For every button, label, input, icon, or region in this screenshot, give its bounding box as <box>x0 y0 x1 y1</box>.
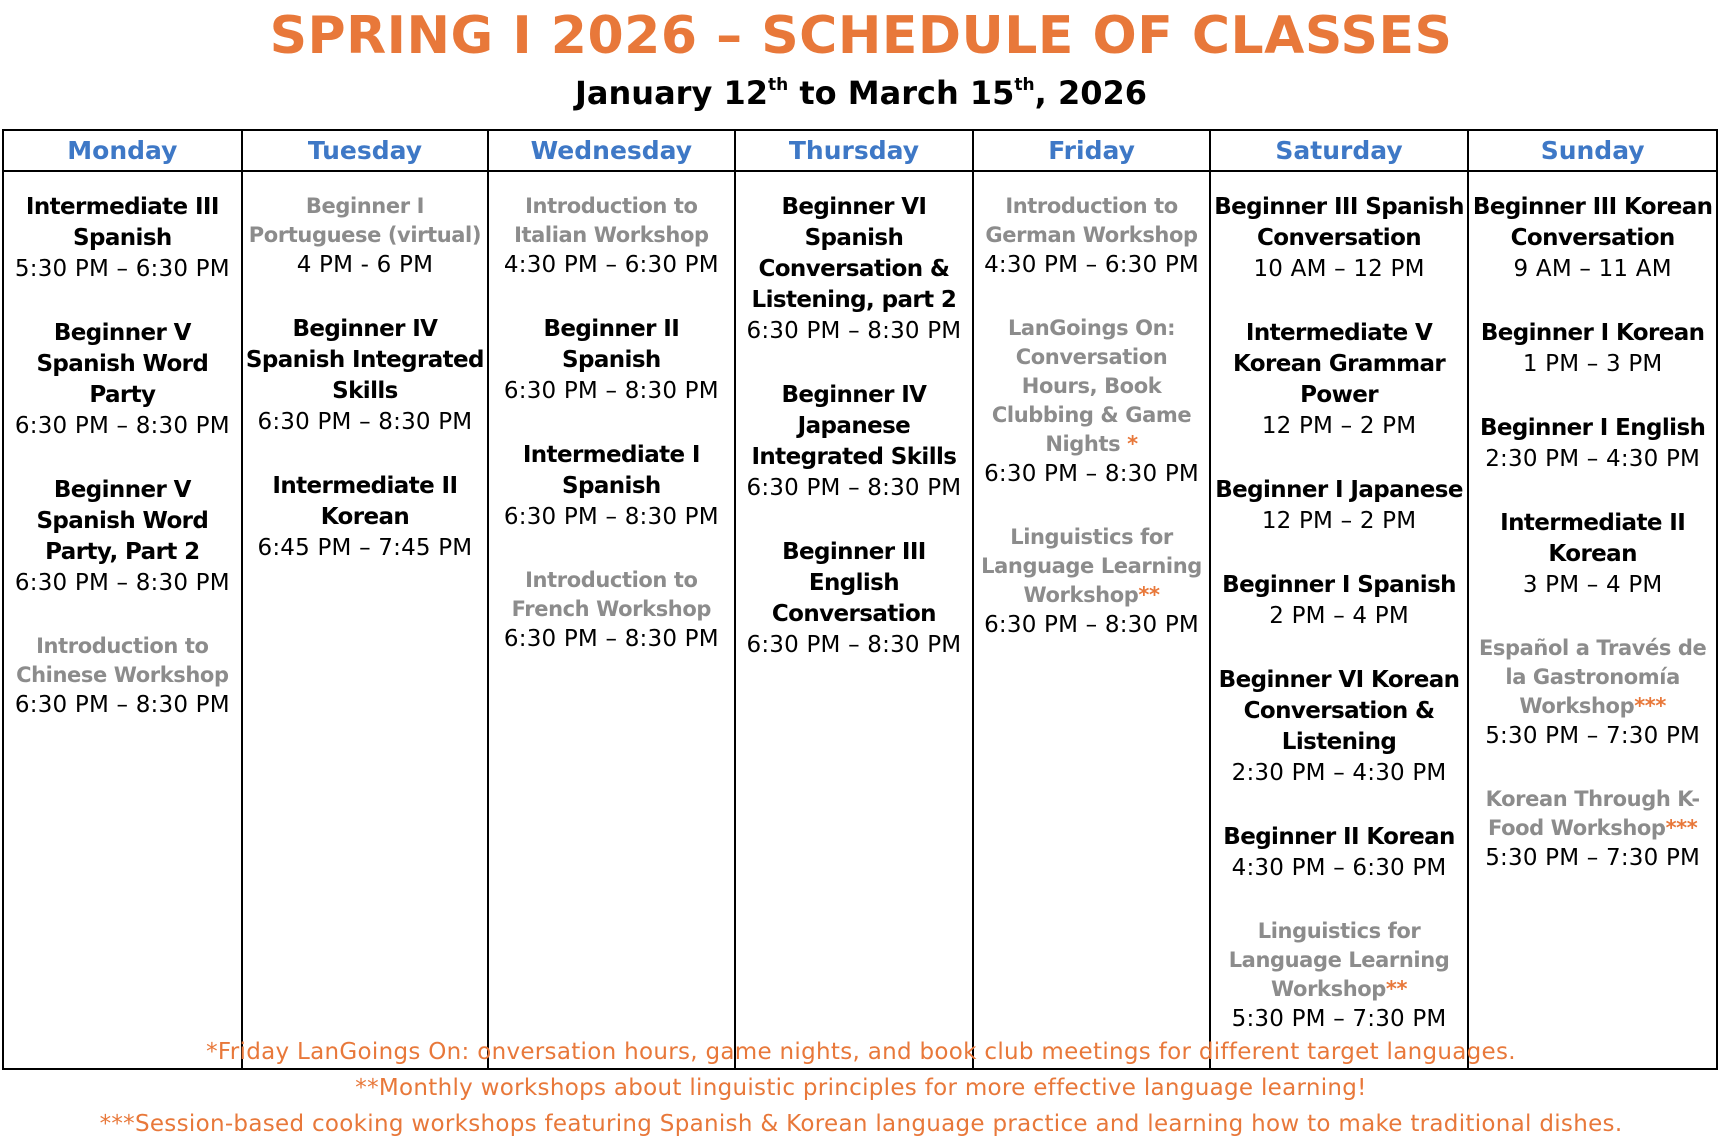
class-name-text: Español a Través de la Gastronomía Workshop <box>1478 636 1707 718</box>
date-end-suffix: th <box>1014 75 1035 95</box>
class-time: 1 PM – 3 PM <box>1522 351 1663 377</box>
class-time: 2:30 PM – 4:30 PM <box>1231 760 1447 786</box>
class-name <box>245 192 485 250</box>
class-name-text: Beginner II Spanish <box>543 316 680 373</box>
class-name-text: Intermediate III Spanish <box>25 194 219 251</box>
class-name <box>1213 570 1466 601</box>
class-entry <box>245 314 485 438</box>
class-name-text: Beginner VI Korean Conversation & Listening <box>1218 667 1460 755</box>
class-time: 6:30 PM – 8:30 PM <box>503 378 719 404</box>
class-time: 5:30 PM – 6:30 PM <box>14 256 230 282</box>
class-name <box>976 314 1207 459</box>
class-entry <box>1213 822 1466 884</box>
class-time: 4:30 PM – 6:30 PM <box>984 252 1199 278</box>
class-name-text: Korean Through K-Food Workshop <box>1485 787 1700 840</box>
class-entry <box>1471 634 1714 752</box>
class-entry <box>738 537 971 661</box>
class-entry <box>1213 570 1466 632</box>
class-time: 12 PM – 2 PM <box>1261 413 1417 439</box>
class-entry <box>976 314 1207 490</box>
class-name <box>738 380 971 473</box>
class-name-text: Beginner V Spanish Word Party, Part 2 <box>36 477 209 565</box>
class-time: 2 PM – 4 PM <box>1269 603 1409 629</box>
class-entry <box>491 314 731 407</box>
class-name-text: Beginner III English Conversation <box>771 539 936 627</box>
class-entry <box>1471 192 1714 285</box>
day-header-thursday: Thursday <box>735 130 974 171</box>
class-name <box>1213 665 1466 758</box>
class-time: 10 AM – 12 PM <box>1253 256 1425 282</box>
class-name <box>491 192 731 250</box>
class-name <box>1213 318 1466 411</box>
day-column-saturday <box>1210 171 1469 1069</box>
class-time: 6:30 PM – 8:30 PM <box>257 409 473 435</box>
class-name-text: Intermediate II Korean <box>1500 510 1686 567</box>
class-name <box>1471 785 1714 843</box>
class-time: 3 PM – 4 PM <box>1522 572 1663 598</box>
class-name <box>1213 475 1466 506</box>
footnote-marker: *** <box>1665 816 1698 840</box>
date-start: January 12 <box>575 74 768 112</box>
class-time: 6:30 PM – 8:30 PM <box>14 692 230 718</box>
class-name <box>6 632 239 690</box>
class-name <box>6 318 239 411</box>
class-name <box>1471 413 1714 444</box>
day-column-monday <box>3 171 242 1069</box>
class-name-text: Beginner I Spanish <box>1222 572 1456 598</box>
footnote-marker: ** <box>1138 583 1160 607</box>
class-entry <box>1213 192 1466 285</box>
class-entry <box>6 632 239 721</box>
class-name-text: Beginner III Spanish Conversation <box>1214 194 1464 251</box>
class-entry <box>976 192 1207 281</box>
class-name-text: Beginner VI Spanish Conversation & Listening, part 2 <box>751 194 957 313</box>
class-time: 6:30 PM – 8:30 PM <box>746 475 962 501</box>
class-entry <box>738 192 971 347</box>
class-entry <box>245 471 485 564</box>
class-time: 6:30 PM – 8:30 PM <box>746 318 962 344</box>
class-time: 5:30 PM – 7:30 PM <box>1485 723 1701 749</box>
day-header-row <box>3 130 1717 171</box>
class-time: 4 PM - 6 PM <box>296 252 434 278</box>
class-name-text: Introduction to Chinese Workshop <box>16 634 229 687</box>
class-name <box>1213 917 1466 1004</box>
class-name <box>738 192 971 316</box>
class-time: 6:30 PM – 8:30 PM <box>984 612 1199 638</box>
class-name-text: Beginner I Japanese <box>1215 477 1463 503</box>
schedule-row <box>3 171 1717 1069</box>
schedule-table <box>2 129 1718 1070</box>
class-name-text: Intermediate V Korean Grammar Power <box>1232 320 1446 408</box>
footnote-linguistics: **Monthly workshops about linguistic principles for more effective language learning! <box>355 1075 1367 1101</box>
class-name <box>976 523 1207 610</box>
class-name <box>1471 508 1714 570</box>
class-entry <box>1471 785 1714 874</box>
class-time: 5:30 PM – 7:30 PM <box>1231 1006 1447 1032</box>
class-name-text: Beginner I Portuguese (virtual) <box>248 194 482 247</box>
class-name <box>1213 192 1466 254</box>
class-name <box>1471 318 1714 349</box>
footnote-langoings: *Friday LanGoings On: onversation hours, game nights, and book club meetings for different target languages. <box>206 1039 1516 1065</box>
footnote-cooking: ***Session-based cooking workshops featuring Spanish & Korean language practice and learning how to make traditional dishes. <box>99 1111 1623 1137</box>
class-entry <box>6 192 239 285</box>
class-entry <box>491 192 731 281</box>
class-time: 9 AM – 11 AM <box>1513 256 1672 282</box>
class-time: 6:30 PM – 8:30 PM <box>503 504 719 530</box>
class-entry <box>1213 665 1466 789</box>
class-time: 2:30 PM – 4:30 PM <box>1485 446 1701 472</box>
date-middle: to March 15 <box>788 74 1015 112</box>
class-name-text: Introduction to French Workshop <box>511 568 712 621</box>
class-time: 4:30 PM – 6:30 PM <box>503 252 719 278</box>
class-name-text: Intermediate I Spanish <box>522 442 700 499</box>
class-time: 4:30 PM – 6:30 PM <box>1231 855 1447 881</box>
class-name <box>6 475 239 568</box>
class-entry <box>1213 917 1466 1035</box>
class-name-text: Introduction to German Workshop <box>985 194 1198 247</box>
date-start-suffix: th <box>767 75 789 95</box>
class-name <box>6 192 239 254</box>
class-time: 6:30 PM – 8:30 PM <box>14 570 230 596</box>
class-name-text: LanGoings On: Conversation Hours, Book Clubbing & Game Nights <box>991 316 1192 456</box>
class-entry <box>6 318 239 442</box>
day-column-sunday <box>1468 171 1717 1069</box>
class-name-text: Beginner III Korean Conversation <box>1472 194 1713 251</box>
class-name <box>1213 822 1466 853</box>
class-name-text: Linguistics for Language Learning Workshop <box>1228 919 1450 1001</box>
class-time: 6:30 PM – 8:30 PM <box>503 626 719 652</box>
class-entry <box>1213 318 1466 442</box>
class-entry <box>491 440 731 533</box>
day-header-sunday: Sunday <box>1468 130 1717 171</box>
footnote-marker: * <box>1120 432 1138 456</box>
class-name-text: Beginner V Spanish Word Party <box>36 320 209 408</box>
class-entry <box>1471 318 1714 380</box>
class-time: 6:30 PM – 8:30 PM <box>746 632 962 658</box>
class-name <box>245 471 485 533</box>
class-time: 6:30 PM – 8:30 PM <box>14 413 230 439</box>
class-entry <box>6 475 239 599</box>
class-name-text: Beginner IV Japanese Integrated Skills <box>751 382 957 470</box>
class-name <box>491 566 731 624</box>
class-time: 5:30 PM – 7:30 PM <box>1485 845 1701 871</box>
day-header-wednesday: Wednesday <box>488 130 734 171</box>
class-time: 12 PM – 2 PM <box>1261 508 1417 534</box>
class-name <box>491 314 731 376</box>
class-name <box>976 192 1207 250</box>
date-year: , 2026 <box>1034 74 1147 112</box>
class-time: 6:45 PM – 7:45 PM <box>257 535 473 561</box>
class-name <box>491 440 731 502</box>
day-header-monday: Monday <box>3 130 242 171</box>
class-name <box>738 537 971 630</box>
footnotes <box>0 1034 1722 1142</box>
day-header-tuesday: Tuesday <box>242 130 488 171</box>
class-time: 6:30 PM – 8:30 PM <box>984 461 1199 487</box>
class-entry <box>1471 508 1714 601</box>
footnote-marker: *** <box>1634 694 1666 718</box>
class-name-text: Beginner IV Spanish Integrated Skills <box>245 316 484 404</box>
class-name-text: Beginner I Korean <box>1480 320 1705 346</box>
class-name <box>1471 634 1714 721</box>
day-header-friday: Friday <box>973 130 1210 171</box>
date-range <box>0 74 1722 112</box>
day-column-tuesday <box>242 171 488 1069</box>
class-name <box>245 314 485 407</box>
class-entry <box>491 566 731 655</box>
day-column-friday <box>973 171 1210 1069</box>
class-entry <box>976 523 1207 641</box>
class-entry <box>738 380 971 504</box>
class-name-text: Beginner II Korean <box>1223 824 1455 850</box>
day-column-thursday <box>735 171 974 1069</box>
page-title: SPRING I 2026 – SCHEDULE OF CLASSES <box>269 6 1453 66</box>
day-header-saturday: Saturday <box>1210 130 1469 171</box>
day-column-wednesday <box>488 171 734 1069</box>
class-name-text: Intermediate II Korean <box>272 473 458 530</box>
class-name-text: Linguistics for Language Learning Workshop <box>981 525 1202 607</box>
class-entry <box>245 192 485 281</box>
class-name-text: Introduction to Italian Workshop <box>514 194 709 247</box>
footnote-marker: ** <box>1385 977 1408 1001</box>
class-entry <box>1213 475 1466 537</box>
class-name-text: Beginner I English <box>1479 415 1706 441</box>
class-name <box>1471 192 1714 254</box>
class-entry <box>1471 413 1714 475</box>
